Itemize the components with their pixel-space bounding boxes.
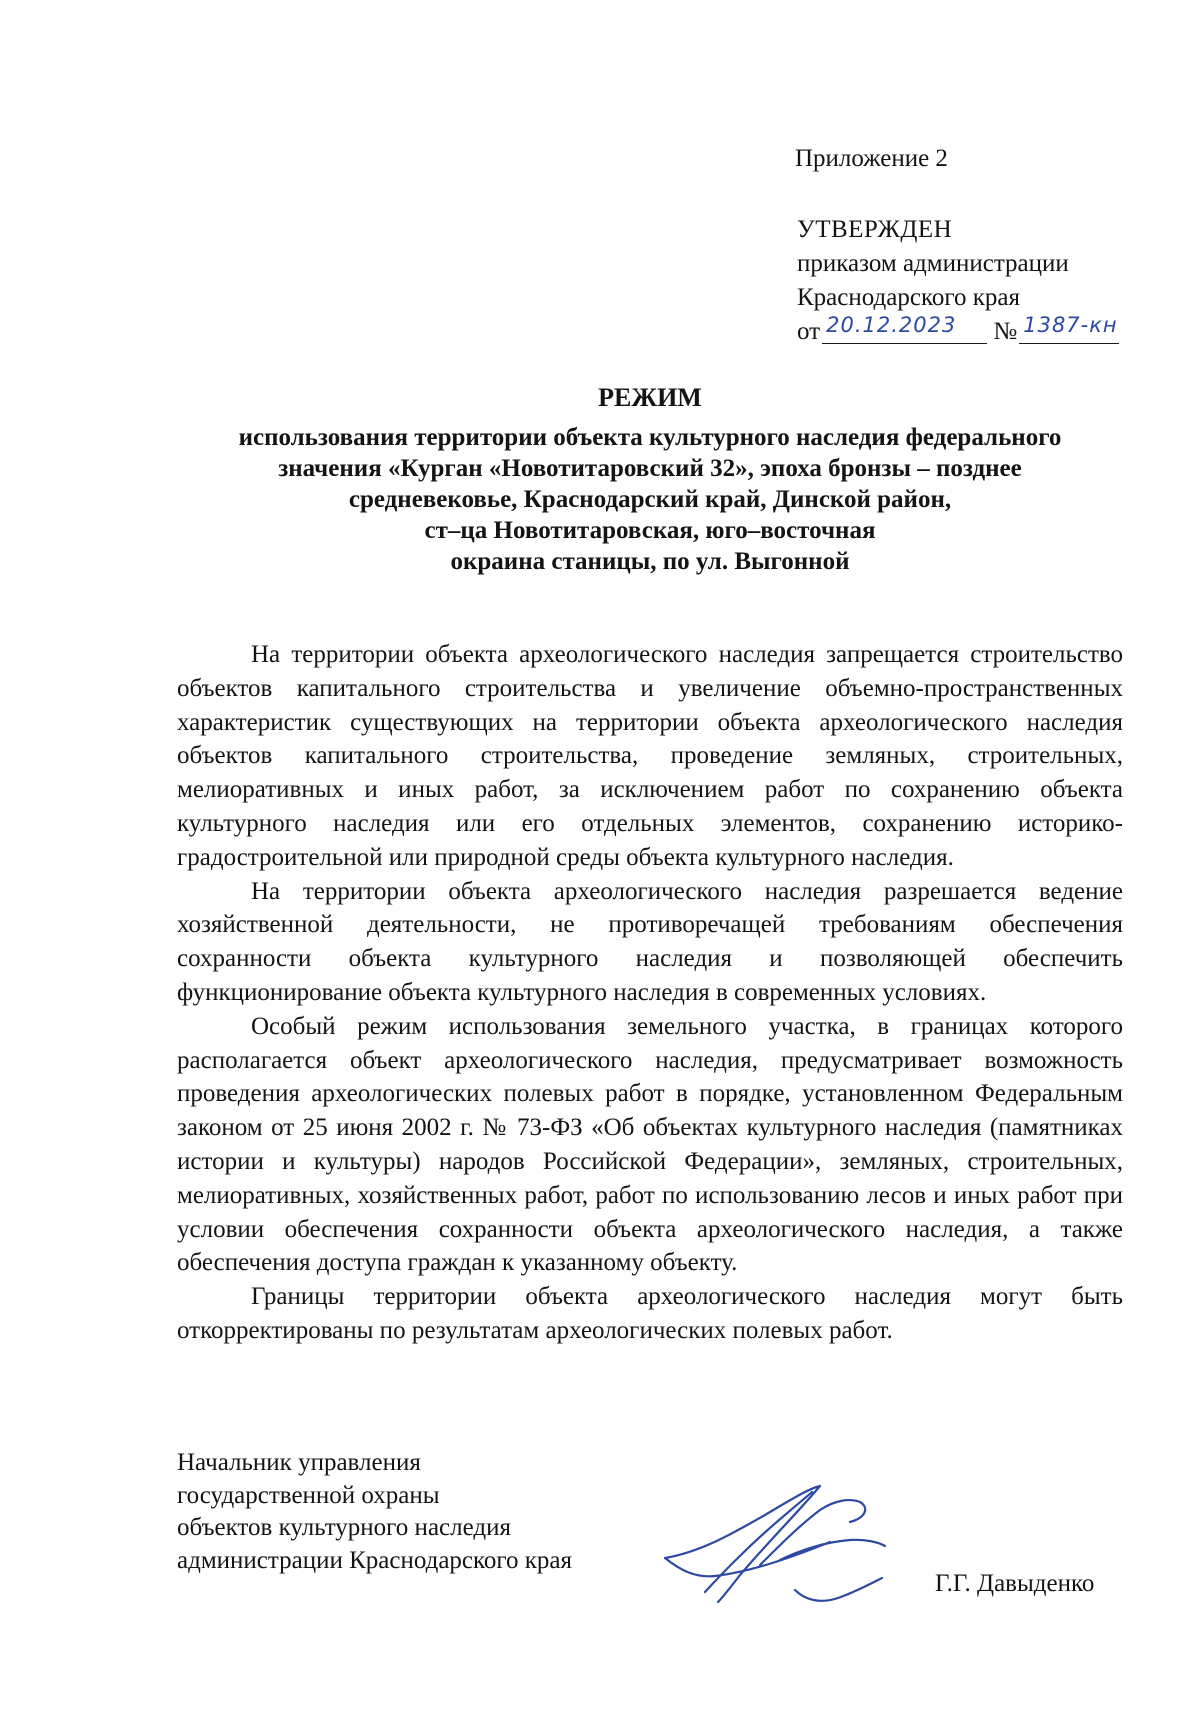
body-paragraph-special-regime: Особый режим использования земельного участка, в границах которого располагается объект археологического наследия, предусматривает возможность проведения археологических полевых работ в порядке, установленном Федеральным законом от 25 июня 2002 г. № 73-ФЗ «Об объектах культурного наследия (памятниках истории и культуры) народов Российской Федерации», земляных, строительных, мелиоративных, хозяйственных работ, работ по использованию лесов и иных работ при условии обеспечения сохранности объекта археологического наследия, а также обеспечения доступа граждан к указанному объекту.	[177, 1012, 1123, 1277]
order-number-handwritten: 1387-кн	[1023, 313, 1118, 337]
handwritten-signature	[660, 1480, 890, 1625]
approval-block	[797, 213, 1119, 349]
subtitle-line: средневековье, Краснодарский край, Динской район,	[348, 486, 952, 513]
subtitle-line: окраина станицы, по ул. Выгонной	[450, 548, 850, 575]
body-paragraph-boundaries: Границы территории объекта археологического наследия могут быть откорректированы по результатам археологических полевых работ.	[177, 1283, 1123, 1344]
body-paragraph-prohibitions: На территории объекта археологического наследия запрещается строительство объектов капитального строительства и увеличение объемно-пространственных характеристик существующих на территории объекта археологического наследия объектов капитального строительства, проведение земляных, строительных, мелиоративных и иных работ, за исключением работ по сохранению объекта культурного наследия или его отдельных элементов, сохранению историко-градостроительной или природной среды объекта культурного наследия.	[177, 641, 1123, 871]
signatory-position-line: объектов культурного наследия	[177, 1514, 511, 1541]
subtitle-line: значения «Курган «Новотитаровский 32», эпоха бронзы – позднее	[278, 455, 1022, 482]
annex-label: Приложение 2	[795, 145, 948, 172]
signatory-position-line: государственной охраны	[177, 1481, 440, 1509]
signatory-position	[177, 1447, 572, 1577]
document-body	[177, 638, 1123, 1348]
signatory-position-line: администрации Краснодарского края	[177, 1546, 573, 1574]
subtitle-line: использования территории объекта культурного наследия федерального	[238, 424, 1062, 451]
order-date-field	[822, 315, 987, 344]
document-title: РЕЖИМ	[598, 383, 702, 412]
signatory-position-line: Начальник управления	[177, 1449, 421, 1476]
order-line	[797, 315, 1119, 349]
approved-label: УТВЕРЖДЕН	[797, 216, 953, 243]
title-block	[170, 380, 1130, 577]
date-prefix: от	[797, 318, 821, 345]
approved-by-line-2: Краснодарского края	[797, 284, 1020, 311]
signatory-name: Г.Г. Давыденко	[935, 1570, 1095, 1597]
approved-by-line-1: приказом администрации	[797, 250, 1069, 277]
subtitle-line: ст–ца Новотитаровская, юго–восточная	[424, 517, 876, 544]
number-prefix: №	[993, 318, 1018, 345]
document-subtitle	[170, 422, 1130, 577]
order-date-handwritten: 20.12.2023	[826, 313, 957, 337]
body-paragraph-permitted-activity: На территории объекта археологического наследия разрешается ведение хозяйственной деятельности, не противоречащей требованиям обеспечения сохранности объекта культурного наследия и позволяющей обеспечить функционирование объекта культурного наследия в современных условиях.	[177, 877, 1123, 1006]
order-number-field	[1019, 315, 1119, 344]
